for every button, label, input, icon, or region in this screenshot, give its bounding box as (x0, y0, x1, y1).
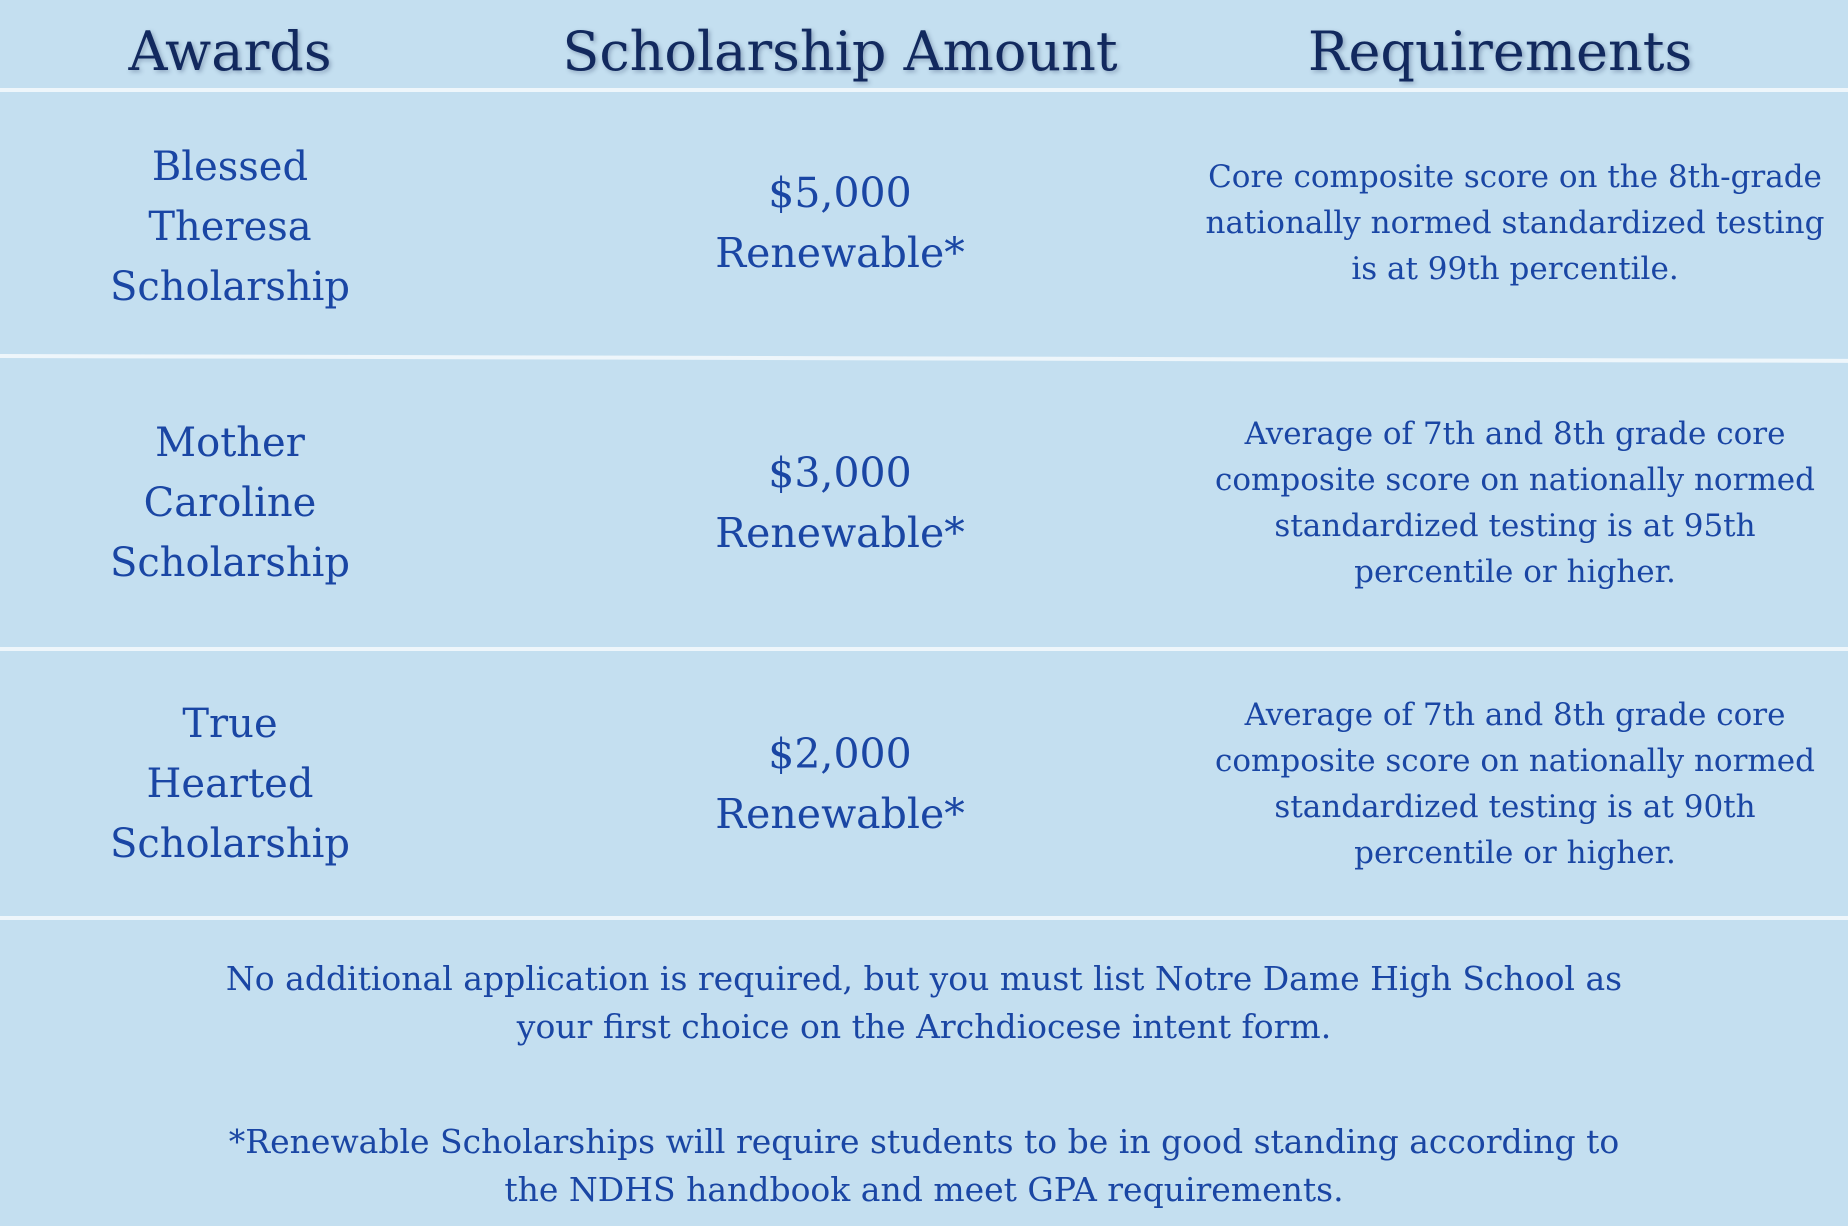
award-name (80, 358, 380, 647)
award-name-line: Blessed (151, 144, 309, 190)
award-name-line: Scholarship (109, 264, 351, 310)
amount-value: $5,000 (768, 169, 912, 217)
renewable-footnote (200, 1118, 1648, 1214)
header-awards: Awards (128, 20, 332, 83)
amount-value: $2,000 (768, 729, 912, 778)
requirement-description: Core composite score on the 8th-grade nationally normed standardized testing is at 99th percentile. (1205, 159, 1825, 287)
award-name-line: Scholarship (109, 820, 351, 867)
requirement-text (1190, 92, 1840, 354)
header-requirements: Requirements (1307, 20, 1693, 83)
renewable-footnote-line-1: *Renewable Scholarships will require students to be in good standing according to (228, 1122, 1620, 1161)
requirement-text (1190, 651, 1840, 916)
award-name-line: Hearted (146, 760, 314, 807)
application-note-line-1: No additional application is required, but you must list Notre Dame High School as (225, 959, 1623, 998)
award-name-line: Scholarship (109, 539, 351, 586)
award-name-line: True (182, 700, 278, 747)
scholarship-amount (640, 358, 1040, 647)
scholarship-amount (640, 92, 1040, 354)
amount-value: $3,000 (768, 448, 912, 497)
renewable-label: Renewable* (715, 789, 965, 838)
award-name (80, 92, 380, 358)
header-scholarship-amount: Scholarship Amount (562, 20, 1118, 83)
footer-notes (0, 920, 1848, 1226)
scholarship-amount (640, 651, 1040, 916)
renewable-label: Renewable* (715, 508, 965, 557)
award-name-line: Caroline (143, 479, 317, 526)
award-name-line: Mother (155, 419, 305, 466)
requirement-description: Average of 7th and 8th grade core composite score on nationally normed standardized testing is at 95th percentile or higher. (1214, 415, 1815, 590)
application-note (200, 955, 1648, 1051)
table-header (0, 0, 1848, 90)
renewable-footnote-line-2: the NDHS handbook and meet GPA requirements. (504, 1170, 1344, 1209)
award-name (80, 651, 380, 916)
award-name-line: Theresa (148, 204, 312, 250)
requirement-description: Average of 7th and 8th grade core composite score on nationally normed standardized testing is at 90th percentile or higher. (1214, 696, 1815, 871)
application-note-line-2: your first choice on the Archdiocese intent form. (516, 1007, 1332, 1046)
table-row (0, 92, 1848, 354)
requirement-text (1190, 358, 1840, 647)
table-row (0, 651, 1848, 916)
table-row (0, 358, 1848, 647)
renewable-label: Renewable* (715, 229, 965, 277)
